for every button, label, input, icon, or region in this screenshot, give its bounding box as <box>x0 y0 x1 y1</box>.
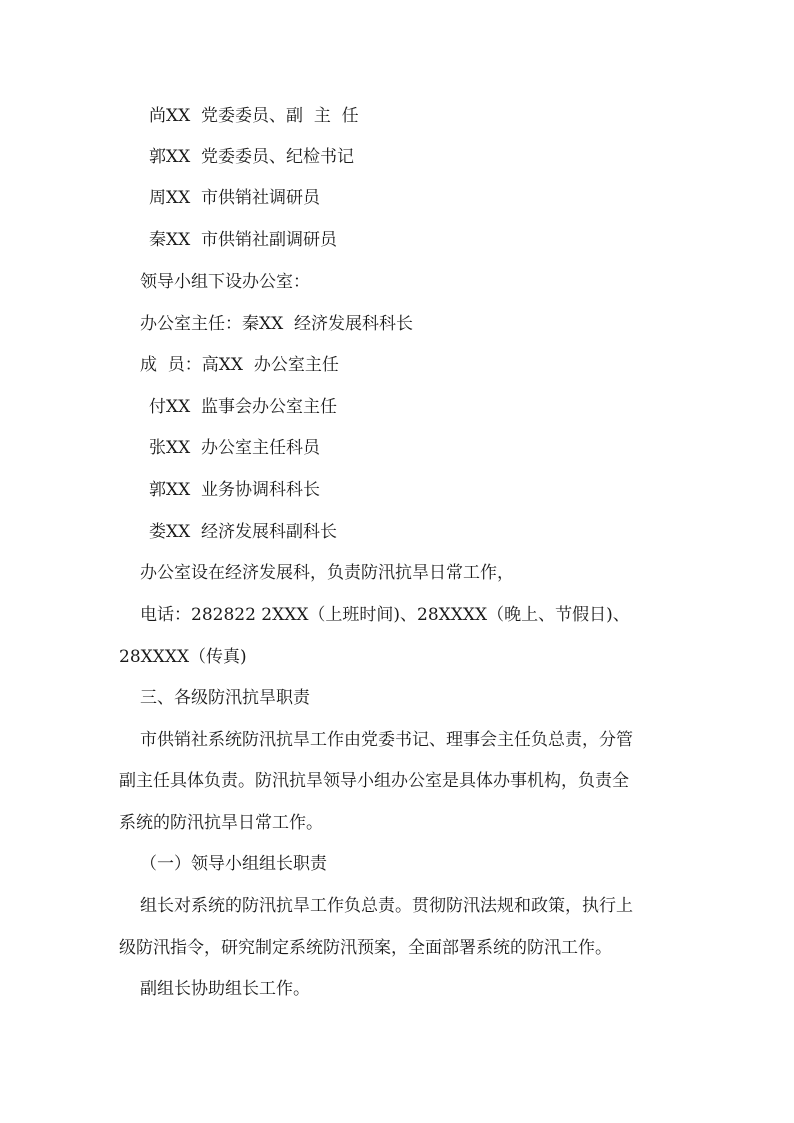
member-line-qin: 秦XX 市供销社副调研员 <box>149 230 338 250</box>
subsection-heading-1: （一）领导小组组长职责 <box>140 854 327 874</box>
section-heading-3: 三、各级防汛抗旱职责 <box>140 688 310 708</box>
office-director: 办公室主任：秦XX 经济发展科科长 <box>140 314 414 334</box>
office-members-heading: 成 员：高XX 办公室主任 <box>140 355 339 375</box>
paragraph-line: 级防汛指令，研究制定系统防汛预案，全面部署系统的防汛工作。 <box>119 938 612 958</box>
office-member-guo: 郭XX 业务协调科科长 <box>149 480 321 500</box>
office-member-fu: 付XX 监事会办公室主任 <box>149 397 338 417</box>
office-member-lou: 娄XX 经济发展科副科长 <box>149 522 338 542</box>
office-intro: 领导小组下设办公室： <box>140 272 310 292</box>
paragraph-line: 市供销社系统防汛抗旱工作由党委书记、理事会主任负总责，分管 <box>140 730 633 750</box>
member-line-zhou: 周XX 市供销社调研员 <box>149 188 321 208</box>
phone-line-continued: 28XXXX（传真) <box>119 647 247 667</box>
paragraph-line: 副主任具体负责。防汛抗旱领导小组办公室是具体办事机构，负责全 <box>119 771 629 791</box>
paragraph-line: 组长对系统的防汛抗旱工作负总责。贯彻防汛法规和政策，执行上 <box>140 896 633 916</box>
office-location: 办公室设在经济发展科，负责防汛抗旱日常工作， <box>140 563 514 583</box>
member-line-guo: 郭XX 党委委员、纪检书记 <box>149 147 355 167</box>
phone-line: 电话：282822 2XXX（上班时间)、28XXXX（晚上、节假日)、 <box>140 605 630 625</box>
paragraph-line: 系统的防汛抗旱日常工作。 <box>119 813 323 833</box>
paragraph-line: 副组长协助组长工作。 <box>140 979 310 999</box>
member-line-shang: 尚XX 党委委员、副 主 任 <box>149 106 359 126</box>
office-member-zhang: 张XX 办公室主任科员 <box>149 438 321 458</box>
